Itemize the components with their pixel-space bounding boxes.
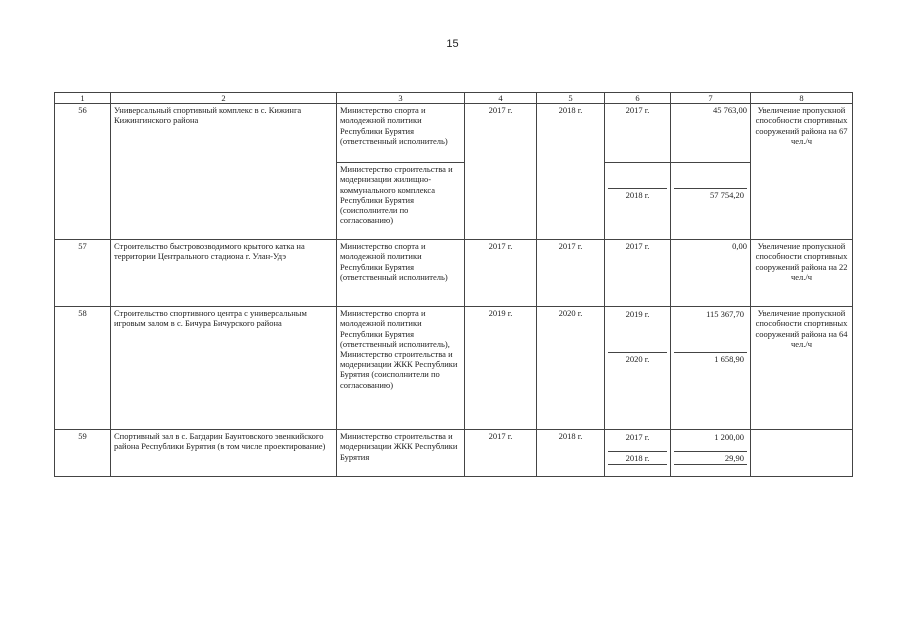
funding-year: 2017 г. (625, 432, 650, 443)
column-header: 1 (55, 93, 111, 104)
executor-main: Министерство спорта и молодежной политики Республики Бурятия (ответственный исполнитель) (337, 104, 465, 163)
funding-year: 2020 г. (608, 352, 667, 365)
start-year: 2017 г. (465, 104, 537, 240)
funding-year-cell (605, 430, 671, 477)
executor-main: Министерство спорта и молодежной политики Республики Бурятия (ответственный исполнитель) (337, 240, 465, 307)
column-header: 8 (751, 93, 853, 104)
funding-year: 2018 г. (608, 188, 667, 201)
column-header: 7 (671, 93, 751, 104)
end-year: 2020 г. (537, 307, 605, 430)
start-year: 2017 г. (465, 430, 537, 477)
funding-amount: 29,90 (674, 451, 747, 465)
table-row (55, 307, 853, 430)
end-year: 2018 г. (537, 104, 605, 240)
funding-amount: 1 200,00 (714, 432, 744, 443)
funding-amount: 45 763,00 (671, 104, 751, 163)
object-name: Строительство быстровозводимого крытого катка на территории Центрального стадиона г. Улан-Удэ (111, 240, 337, 307)
funding-year-cell (605, 163, 671, 240)
row-number: 59 (55, 430, 111, 477)
table-header-row (55, 93, 853, 104)
program-table (54, 92, 853, 477)
funding-year: 2017 г. (605, 240, 671, 307)
row-number: 57 (55, 240, 111, 307)
object-name: Строительство спортивного центра с универсальным игровым залом в с. Бичура Бичурского района (111, 307, 337, 430)
executor-main: Министерство спорта и молодежной политики Республики Бурятия (ответственный исполнитель), Министерство строительства и модернизации ЖКК Республики Бурятия (соисполнители по согласованию) (337, 307, 465, 430)
start-year: 2019 г. (465, 307, 537, 430)
table-row (55, 430, 853, 477)
funding-year-cell (605, 307, 671, 430)
column-header: 5 (537, 93, 605, 104)
object-name: Универсальный спортивный комплекс в с. Кижинга Кижингинского района (111, 104, 337, 240)
end-year: 2018 г. (537, 430, 605, 477)
table-row (55, 240, 853, 307)
funding-amount: 57 754,20 (674, 188, 747, 201)
page-number: 15 (446, 38, 459, 50)
start-year: 2017 г. (465, 240, 537, 307)
funding-year: 2019 г. (625, 309, 650, 320)
column-header: 2 (111, 93, 337, 104)
column-header: 3 (337, 93, 465, 104)
funding-amount: 0,00 (671, 240, 751, 307)
expected-result: Увеличение пропускной способности спортивных сооружений района на 64 чел./ч (751, 307, 853, 430)
funding-amount-cell (671, 163, 751, 240)
funding-year: 2017 г. (605, 104, 671, 163)
executor-co: Министерство строительства и модернизации жилищно-коммунального комплекса Республики Бурятия (соисполнители по согласованию) (337, 163, 465, 240)
row-number: 58 (55, 307, 111, 430)
funding-amount: 1 658,90 (674, 352, 747, 365)
end-year: 2017 г. (537, 240, 605, 307)
funding-year: 2018 г. (608, 451, 667, 465)
expected-result: Увеличение пропускной способности спортивных сооружений района на 22 чел./ч (751, 240, 853, 307)
expected-result: Увеличение пропускной способности спортивных сооружений района на 67 чел./ч (751, 104, 853, 240)
table-row (55, 104, 853, 163)
funding-amount-cell (671, 307, 751, 430)
object-name: Спортивный зал в с. Багдарин Баунтовского эвенкийского района Республики Бурятия (в том числе проектирование) (111, 430, 337, 477)
executor-main: Министерство строительства и модернизации ЖКК Республики Бурятия (337, 430, 465, 477)
column-header: 6 (605, 93, 671, 104)
row-number: 56 (55, 104, 111, 240)
column-header: 4 (465, 93, 537, 104)
funding-amount-cell (671, 430, 751, 477)
funding-amount: 115 367,70 (706, 309, 744, 320)
expected-result (751, 430, 853, 477)
